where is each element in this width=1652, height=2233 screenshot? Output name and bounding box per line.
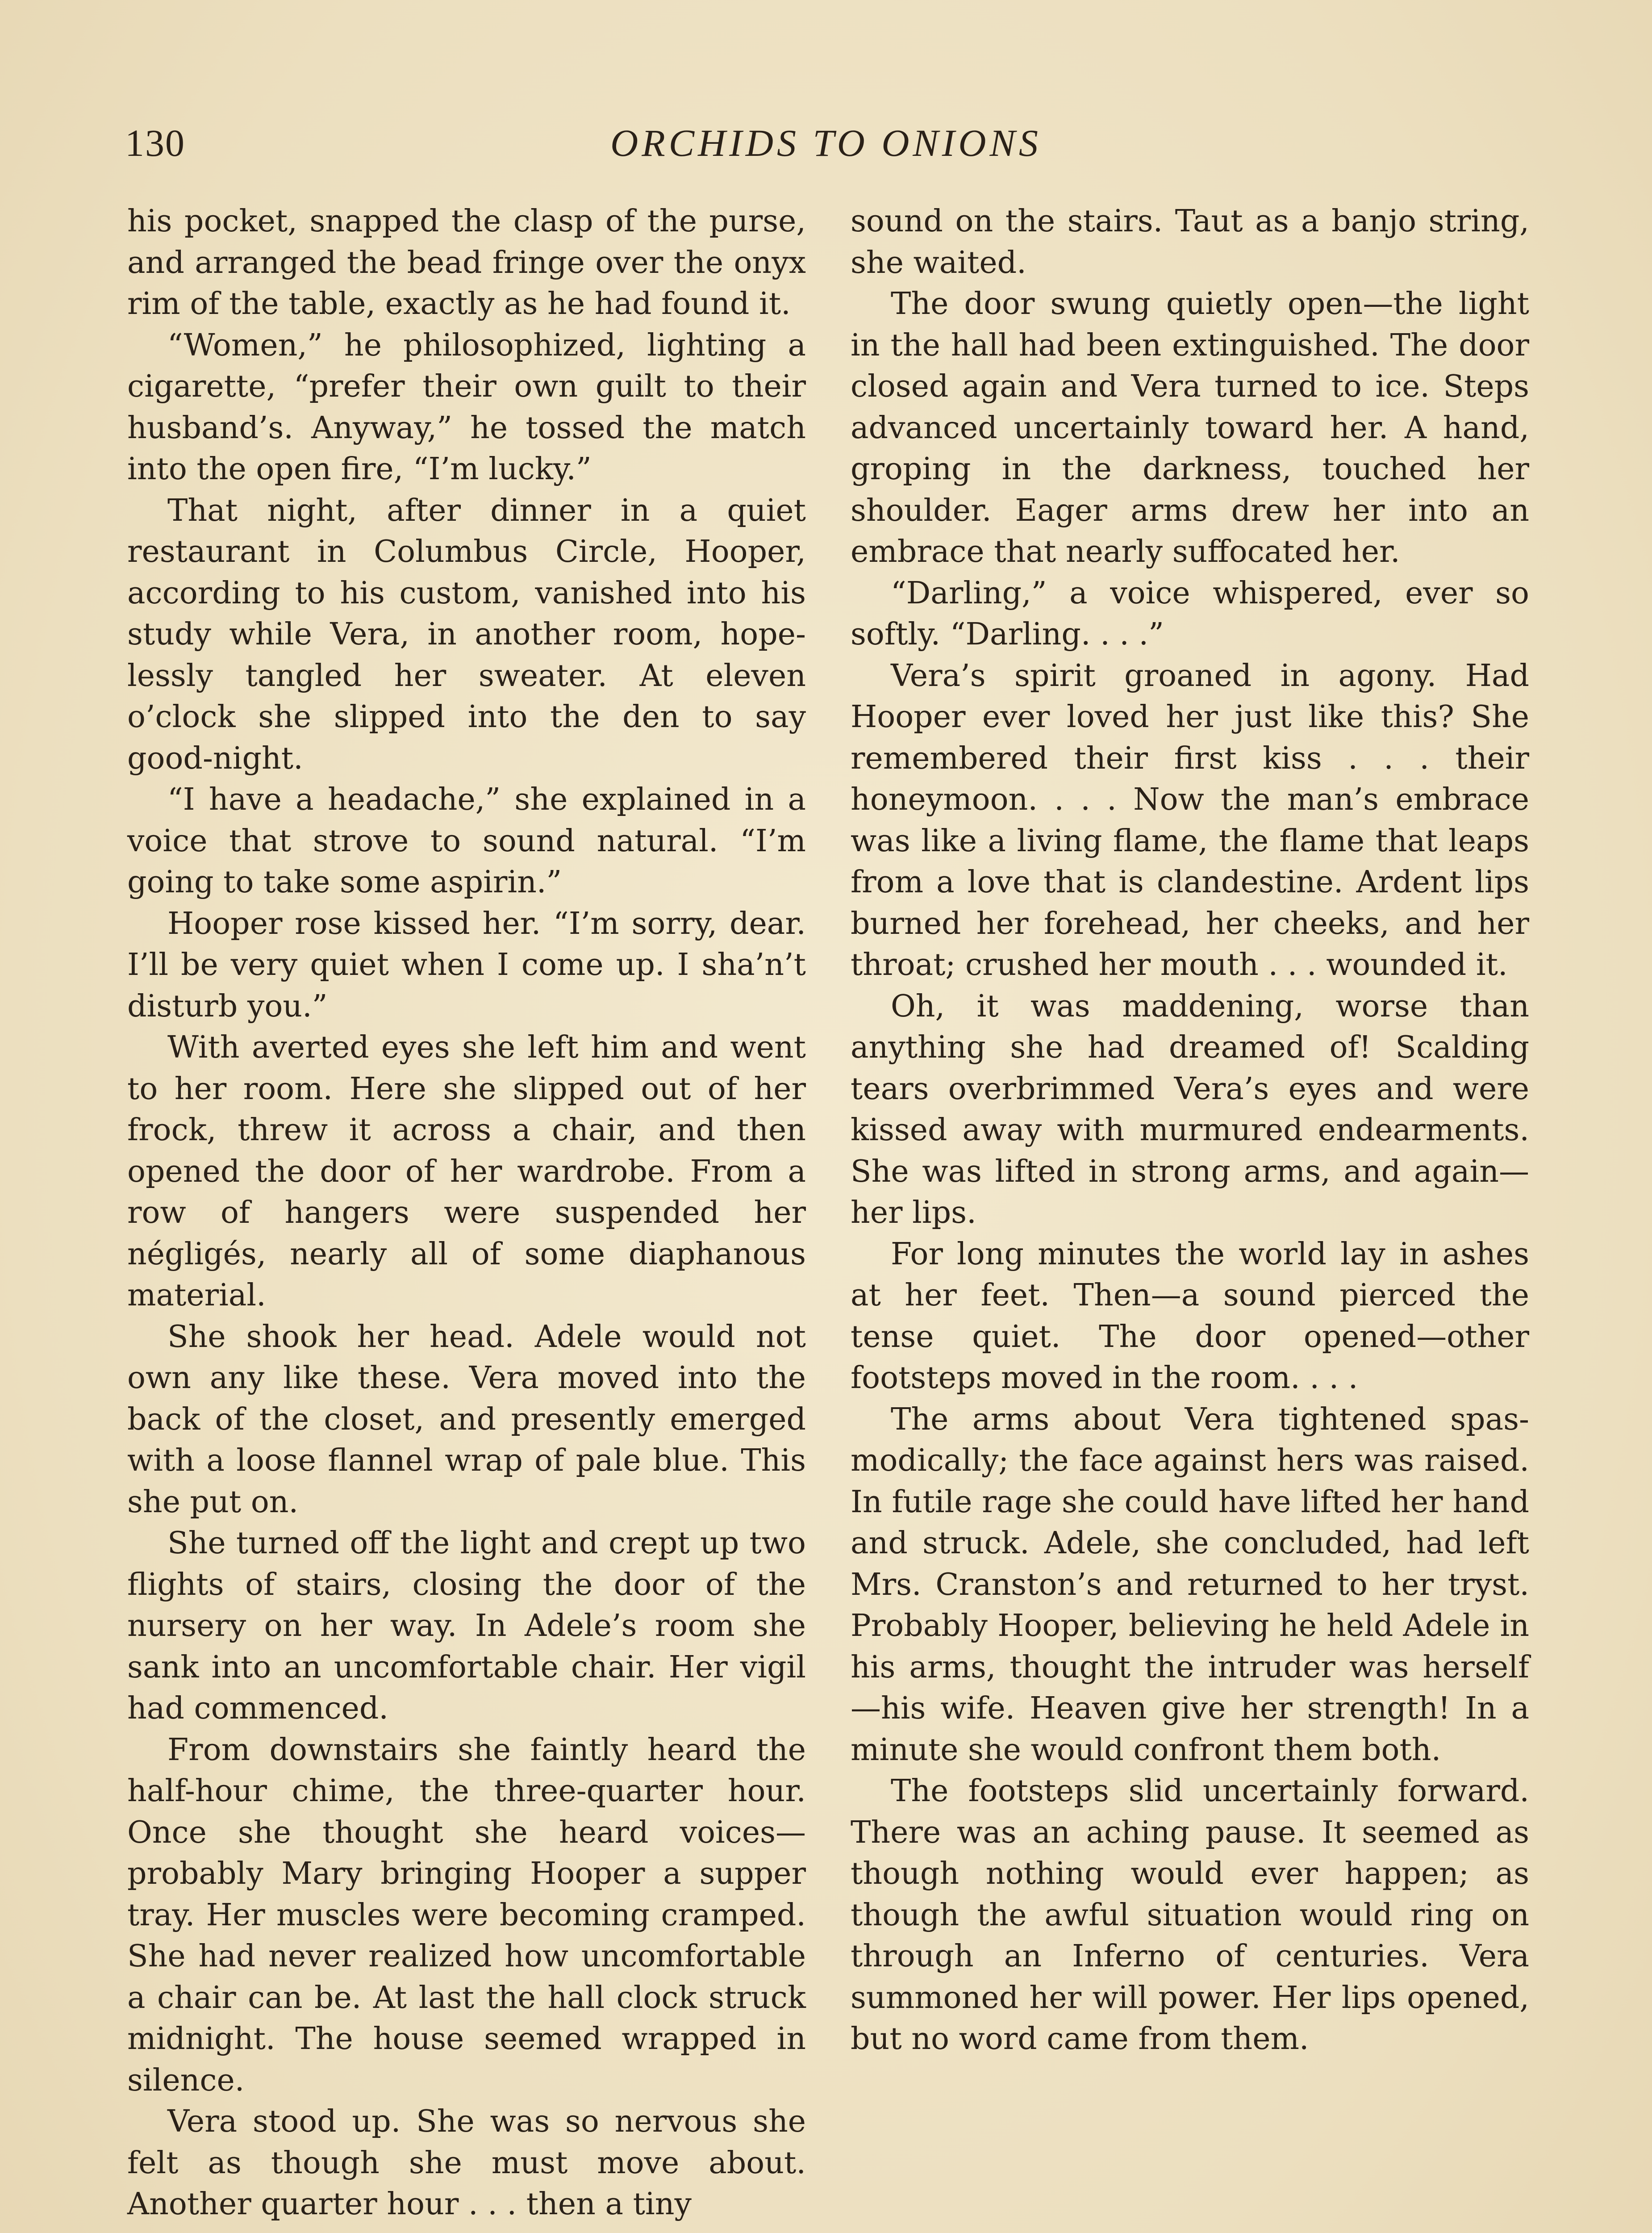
paragraph: “I have a headache,” she explained in a voice that strove to sound natural. “I’m going to take some aspirin.” (127, 782, 806, 900)
paragraph: Oh, it was maddening, worse than anything she had dreamed of! Scalding tears overbrimmed Vera’s eyes and were kissed away with murmured endearments. She was lifted in strong arms, and again—her lips. (851, 988, 1529, 1230)
paragraph: The door swung quietly open—the light in the hall had been extinguished. The door closed again and Vera turned to ice. Steps advanced uncertainly toward her. A hand, groping in the darkness, touched her shoulder. Eager arms drew her into an embrace that nearly suffocated her. (851, 286, 1529, 569)
paragraph: “Women,” he philosophized, lighting a cigarette, “prefer their own guilt to their husband’s. Anyway,” he tossed the match into the open fire, “I’m lucky.” (127, 327, 806, 487)
paragraph: Vera’s spirit groaned in agony. Had Hooper ever loved her just like this? She remembered their first kiss . . . their honeymoon. . . . Now the man’s embrace was like a living flame, the flame that leaps from a love that is clandestine. Ardent lips burned her forehead, her cheeks, and her throat; crushed her mouth . . . wounded it. (851, 658, 1529, 983)
paragraph: Hooper rose kissed her. “I’m sorry, dear. I’ll be very quiet when I come up. I sha’n’t disturb you.” (127, 906, 806, 1024)
page-number: 130 (125, 121, 185, 164)
paragraph: sound on the stairs. Taut as a banjo string, she waited. (851, 204, 1529, 280)
paragraph: “Darling,” a voice whispered, ever so softly. “Darling. . . .” (851, 575, 1529, 652)
paragraph: With averted eyes she left him and went to her room. Here she slipped out of her frock, threw it across a chair, and then opened the door of her wardrobe. From a row of hangers were suspended her négligés, nearly all of some diaphanous material. (127, 1030, 806, 1313)
paragraph: Vera stood up. She was so nervous she felt as though she must move about. Another quarter hour . . . then a tiny (127, 2104, 806, 2222)
paragraph: his pocket, snapped the clasp of the purse, and arranged the bead fringe over the onyx rim of the table, exactly as he had found it. (127, 204, 806, 322)
paragraph: From downstairs she faintly heard the half-hour chime, the three-quarter hour. Once she thought she heard voices—probably Mary bringing Hooper a supper tray. Her muscles were becoming cramped. She had never realized how uncomfortable a chair can be. At last the hall clock struck midnight. The house seemed wrapped in silence. (127, 1732, 806, 2098)
paragraph: For long minutes the world lay in ashes at her feet. Then—a sound pierced the tense quiet. The door opened—other footsteps moved in the room. . . . (851, 1236, 1529, 1396)
page-header (125, 116, 1527, 170)
paragraph: She turned off the light and crept up two flights of stairs, closing the door of the nursery on her way. In Adele’s room she sank into an uncomfortable chair. Her vigil had commenced. (127, 1526, 806, 1726)
running-title: ORCHIDS TO ONIONS (610, 121, 1042, 164)
paragraph: That night, after dinner in a quiet restaurant in Columbus Circle, Hooper, according to his custom, vanished into his study while Vera, in another room, hopelessly tangled her sweater. At eleven o’clock she slipped into the den to say good-night. (127, 493, 806, 776)
paragraph: She shook her head. Adele would not own any like these. Vera moved into the back of the closet, and presently emerged with a loose flannel wrap of pale blue. This she put on. (127, 1319, 806, 1520)
right-column (851, 201, 1529, 2060)
paragraph: The footsteps slid uncertainly forward. There was an aching pause. It seemed as though nothing would ever happen; as though the awful situation would ring on through an Inferno of centuries. Vera summoned her will power. Her lips opened, but no word came from them. (851, 1773, 1529, 2057)
left-column (127, 201, 806, 2225)
paragraph: The arms about Vera tightened spasmodically; the face against hers was raised. In futile rage she could have lifted her hand and struck. Adele, she concluded, had left Mrs. Cranston’s and returned to her tryst. Probably Hooper, believing he held Adele in his arms, thought the intruder was herself—his wife. Heaven give her strength! In a minute she would confront them both. (851, 1401, 1529, 1768)
